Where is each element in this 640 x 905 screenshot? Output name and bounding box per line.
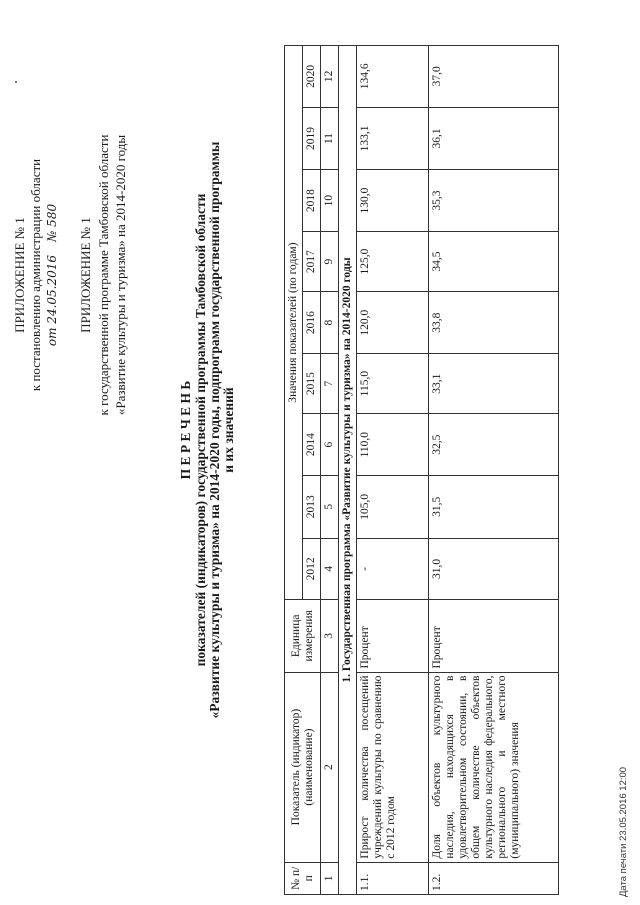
header-row (285, 46, 303, 895)
heading-line-2: «Развитие культуры и туризма» на 2014-2020 годы, подпрограмм государственной программы (207, 141, 222, 719)
value-cell: 130,0 (357, 170, 429, 232)
heading-line-1: показателей (индикаторов) государственной программы Тамбовской области (193, 193, 208, 667)
col-number: 11 (321, 107, 339, 170)
header-values: Значения показателей (по годам) (285, 46, 303, 600)
table-row (429, 46, 559, 895)
value-cell: 32,5 (429, 414, 559, 476)
year-cell: 2013 (303, 475, 321, 538)
value-cell: 36,1 (429, 107, 559, 170)
value-cell: 31,0 (429, 538, 559, 600)
page-title: П Е Р Е Ч Е Н Ь (178, 380, 193, 480)
row-number: 1.2. (429, 862, 559, 894)
appendix-decree-ref: к постановлению администрации области (28, 158, 43, 392)
unit-cell: Процент (357, 600, 429, 672)
col-number: 6 (321, 414, 339, 476)
col-number: 1 (321, 862, 339, 894)
col-number: 8 (321, 292, 339, 354)
value-cell: 33,1 (429, 353, 559, 413)
header-no: № п/п (285, 862, 321, 894)
value-cell: 134,6 (357, 46, 429, 108)
value-cell: 110,0 (357, 414, 429, 476)
appendix-title: ПРИЛОЖЕНИЕ № 1 (12, 217, 27, 333)
col-number: 3 (321, 600, 339, 672)
col-number: 9 (321, 231, 339, 291)
col-number: 5 (321, 475, 339, 538)
col-number: 4 (321, 538, 339, 600)
year-cell: 2019 (303, 107, 321, 170)
value-cell: 120,0 (357, 292, 429, 354)
column-numbers-row (321, 46, 339, 895)
value-cell: 133,1 (357, 107, 429, 170)
value-cell: 125,0 (357, 231, 429, 291)
col-number: 7 (321, 353, 339, 413)
year-cell: 2020 (303, 46, 321, 108)
value-cell: 115,0 (357, 353, 429, 413)
year-cell: 2017 (303, 231, 321, 291)
row-number: 1.1. (357, 862, 429, 894)
header-unit: Единица измерения (285, 600, 321, 672)
year-cell: 2012 (303, 538, 321, 600)
heading-line-3: и их значений (221, 387, 236, 473)
year-cell: 2015 (303, 353, 321, 413)
year-cell: 2014 (303, 414, 321, 476)
handwritten-number: № 580 (45, 203, 59, 242)
indicators-table (284, 45, 559, 895)
program-appendix-ref: к государственной программе Тамбовской области (96, 134, 111, 416)
value-cell: 31,5 (429, 475, 559, 538)
program-appendix-name: «Развитие культуры и туризма» на 2014-2020 годы (113, 134, 128, 416)
handwritten-date: от 24.05.2016 (45, 254, 59, 347)
indicator-name: Прирост количества посещений учреждений культуры по сравнению с 2012 годом (357, 672, 429, 862)
col-number: 10 (321, 170, 339, 232)
year-cell: 2018 (303, 170, 321, 232)
table-row (357, 46, 429, 895)
program-appendix-title: ПРИЛОЖЕНИЕ № 1 (78, 217, 93, 333)
value-cell: 35,3 (429, 170, 559, 232)
value-cell: 34,5 (429, 231, 559, 291)
value-cell: 105,0 (357, 475, 429, 538)
value-cell: 37,0 (429, 46, 559, 108)
value-cell: 33,8 (429, 292, 559, 354)
print-date: Дата печати 23.05.2016 12:00 (618, 766, 629, 897)
header-indicator: Показатель (индикатор) (наименование) (285, 672, 321, 862)
col-number: 2 (321, 672, 339, 862)
section-row (339, 46, 357, 895)
section-title: 1. Государственная программа «Развитие культуры и туризма» на 2014-2020 годы (339, 46, 357, 895)
col-number: 12 (321, 46, 339, 108)
appendix-decree-signature (44, 65, 60, 485)
unit-cell: Процент (429, 600, 559, 672)
indicator-name: Доля объектов культурного наследия, находящихся в удовлетворительном состоянии, в общем количестве объектов культурного наследия федерального, регионального и местного (муниципального) значения (429, 672, 559, 862)
year-cell: 2016 (303, 292, 321, 354)
value-cell: - (357, 538, 429, 600)
